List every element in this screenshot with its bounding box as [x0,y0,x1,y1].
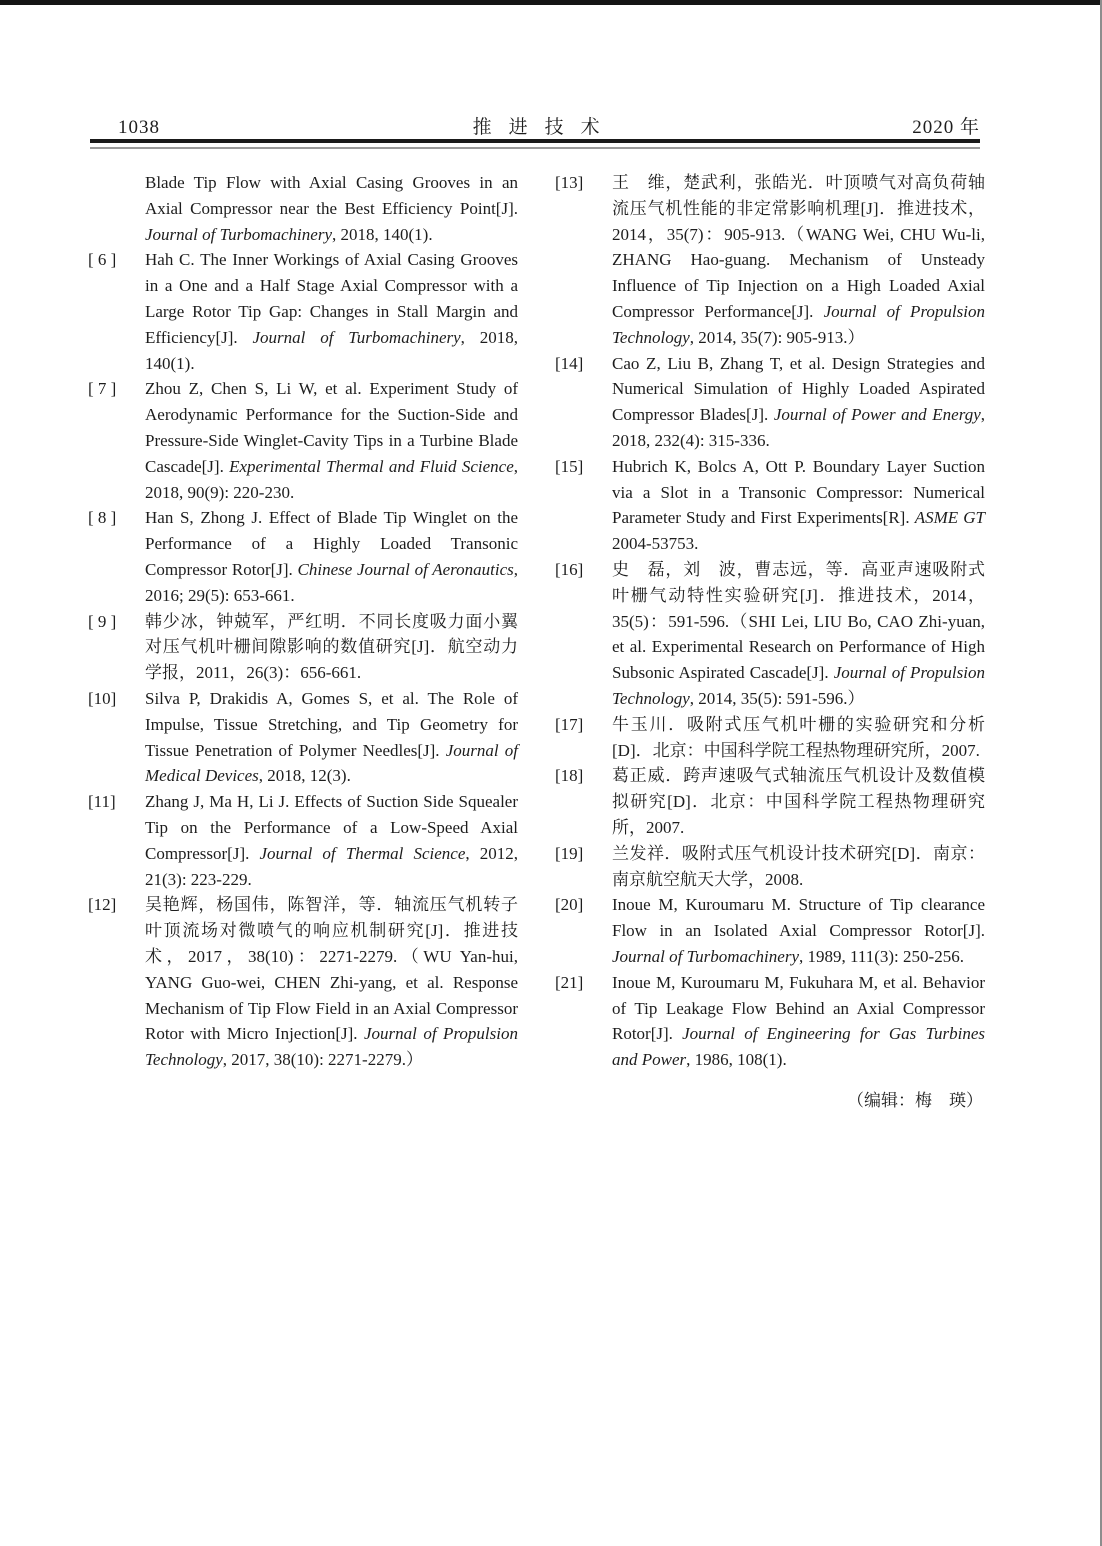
reference-number: [11] [88,792,116,812]
reference-text-segment: 史 磊，刘 波，曹志远，等．高亚声速吸附式叶栅气动特性实验研究[J]．推进技术，2014，35(5)：591-596.（SHI Lei, LIU Bo, CAO Zhi-yuan, et al. Experimental Research on Performance of High Subsonic Aspirated Cascade[J]. [612,559,985,683]
reference-text-segment: , 2012, 21(3): 223-229. [145,843,518,889]
reference-number: [10] [88,688,117,708]
references-column-left [88,170,518,1114]
journal-name: Journal of Engineering for Gas Turbines and Power [612,1024,985,1070]
journal-name: Journal of Propulsion Technology [612,301,985,347]
reference-item [88,505,518,608]
reference-text-segment: , 2018, 232(4): 315-336. [612,405,985,450]
journal-name: Journal of Propulsion Technology [612,663,985,708]
reference-number: [15] [555,456,584,476]
reference-text-segment: 牛玉川．吸附式压气机叶栅的实验研究和分析[D]．北京：中国科学院工程热物理研究所，2007. [612,714,985,760]
reference-item [555,970,985,1073]
reference-text-segment: , 2016; 29(5): 653-661. [145,559,519,605]
reference-text-segment: 吴艳辉，杨国伟，陈智洋，等．轴流压气机转子叶顶流场对微喷气的响应机制研究[J]．推进技术，2017，38(10)：2271-2279.（WU Yan-hui, YANG Guo-wei, CHEN Zhi-yang, et al. Response Mechanism of Tip Flow Field in an Axial Compressor Rotor with Micro Injection[J]. [145,895,518,1044]
reference-text [612,454,985,557]
reference-item [88,892,518,1073]
reference-item [88,170,518,247]
reference-item [555,892,985,969]
reference-text [612,712,985,764]
journal-name: Journal of Turbomachinery [252,327,461,347]
reference-text-segment: , 2017, 38(10): 2271-2279.） [222,1050,423,1070]
page-top-edge [0,0,1102,5]
reference-text [612,557,985,712]
reference-text [145,892,518,1073]
reference-text-segment: 葛正威．跨声速吸气式轴流压气机设计及数值模拟研究[D]．北京：中国科学院工程热物理研究所，2007. [612,766,985,837]
reference-item [555,763,985,840]
reference-text-segment: , 2018, 12(3). [258,766,351,786]
reference-number: [12] [88,895,117,915]
journal-name: Chinese Journal of Aeronautics [297,559,514,579]
reference-text-segment: , 2014, 35(5): 591-596.） [689,688,865,708]
reference-text [145,609,518,686]
references-section [88,170,985,1114]
reference-text [612,351,985,454]
reference-text [145,247,518,376]
reference-text [612,763,985,840]
reference-item [88,609,518,686]
reference-text-segment: Hubrich K, Bolcs A, Ott P. Boundary Layer Suction via a Slot in a Transonic Compressor: Numerical Parameter Study and First Experiments[R]. [612,456,985,528]
reference-text-segment: , 2014, 35(7): 905-913.） [689,327,865,347]
journal-name: Journal of Turbomachinery [612,946,799,966]
reference-number: [13] [555,173,584,192]
reference-text [612,892,985,969]
reference-text-segment: Inoue M, Kuroumaru M. Structure of Tip clearance Flow in an Isolated Axial Compressor Rotor[J]. [612,895,985,941]
reference-item [88,789,518,892]
journal-name: Journal of Power and Energy [773,405,981,425]
reference-item [555,170,985,351]
header-divider-thick-rule [90,139,980,143]
reference-number: [20] [555,895,584,915]
publication-year: 2020 年 [912,117,980,138]
reference-number: [ 6 ] [88,250,117,270]
reference-number: [21] [555,972,584,992]
header-divider-thin-rule [90,147,980,149]
reference-text-segment: 2004-53753. [612,534,699,554]
reference-number: [ 9 ] [88,611,117,631]
reference-text [145,505,518,608]
journal-title: 推进技术 [472,117,617,138]
reference-text [612,170,985,351]
reference-text-segment: , 2018, 140(1). [145,327,519,373]
reference-number: [16] [555,559,584,579]
reference-text [145,170,518,247]
reference-text-segment: 韩少冰，钟兢军，严红明．不同长度吸力面小翼对压气机叶栅间隙影响的数值研究[J]．航空动力学报，2011，26(3)：656-661. [145,611,518,683]
references-column-right [555,170,985,1114]
reference-text-segment: , 2018, 90(9): 220-230. [145,456,518,502]
reference-text-segment: Cao Z, Liu B, Zhang T, et al. Design Strategies and Numerical Simulation of Highly Loaded Aspirated Compressor Blades[J]. [612,353,985,425]
reference-number: [18] [555,766,584,786]
reference-text-segment: Zhang J, Ma H, Li J. Effects of Suction Side Squealer Tip on the Performance of a Low-Speed Axial Compressor[J]. [145,792,518,863]
reference-item [555,454,985,557]
reference-text-segment: , 2018, 140(1). [332,224,433,244]
reference-text [145,376,518,505]
reference-number: [ 7 ] [88,379,117,399]
reference-text-segment: Inoue M, Kuroumaru M, Fukuhara M, et al. Behavior of Tip Leakage Flow Behind an Axial Compressor Rotor[J]. [612,972,985,1044]
reference-item [555,712,985,764]
journal-name: ASME GT [914,508,985,528]
reference-text-segment: Zhou Z, Chen S, Li W, et al. Experiment Study of Aerodynamic Performance for the Suction-Side and Pressure-Side Winglet-Cavity Tips in a Turbine Blade Cascade[J]. [145,379,518,476]
journal-name: Journal of Turbomachinery [145,224,332,244]
reference-text [145,686,518,789]
reference-number: [17] [555,714,584,734]
reference-text-segment: Hah C. The Inner Workings of Axial Casing Grooves in a One and a Half Stage Axial Compressor with a Large Rotor Tip Gap: Changes in Stall Margin and Efficiency[J]. [145,250,518,347]
reference-text-segment: Silva P, Drakidis A, Gomes S, et al. The Role of Impulse, Tissue Stretching, and Tip Geometry for Tissue Penetration of Polymer Needles[J]. [145,688,518,760]
reference-text-segment: Blade Tip Flow with Axial Casing Grooves in an Axial Compressor near the Best Efficiency Point[J]. [145,173,518,218]
journal-name: Journal of Propulsion Technology [145,1024,518,1070]
reference-text-segment: , 1989, 111(3): 250-256. [799,946,964,966]
reference-item [555,351,985,454]
reference-number: [19] [555,843,584,863]
journal-name: Experimental Thermal and Fluid Science [229,456,514,476]
editor-note: （编辑：梅 瑛） [847,1090,983,1110]
journal-name: Journal of Thermal Science [259,843,466,863]
reference-item [555,841,985,893]
reference-item [555,557,985,712]
reference-number [88,170,145,247]
reference-text [612,841,985,893]
reference-text [612,970,985,1073]
header-divider [90,139,980,149]
reference-number: [14] [555,353,584,373]
reference-item [88,376,518,505]
reference-text-segment: Han S, Zhong J. Effect of Blade Tip Winglet on the Performance of a Highly Loaded Transonic Compressor Rotor[J]. [145,508,518,579]
reference-text-segment: 兰发祥．吸附式压气机设计技术研究[D]．南京：南京航空航天大学，2008. [612,843,985,889]
reference-item [88,247,518,376]
reference-item [88,686,518,789]
reference-text-segment: , 1986, 108(1). [686,1050,787,1070]
reference-number: [ 8 ] [88,508,117,528]
reference-text-segment: 王 维，楚武利，张皓光．叶顶喷气对高负荷轴流压气机性能的非定常影响机理[J]．推进技术，2014，35(7)：905-913.（WANG Wei, CHU Wu-li, ZHANG Hao-guang. Mechanism of Unsteady Influence of Tip Injection on a High Loaded Axial Compressor Performance[J]. [612,173,985,321]
page-header [90,112,980,139]
reference-text [145,789,518,892]
journal-name: Journal of Medical Devices [145,740,519,786]
page-number: 1038 [118,117,160,138]
